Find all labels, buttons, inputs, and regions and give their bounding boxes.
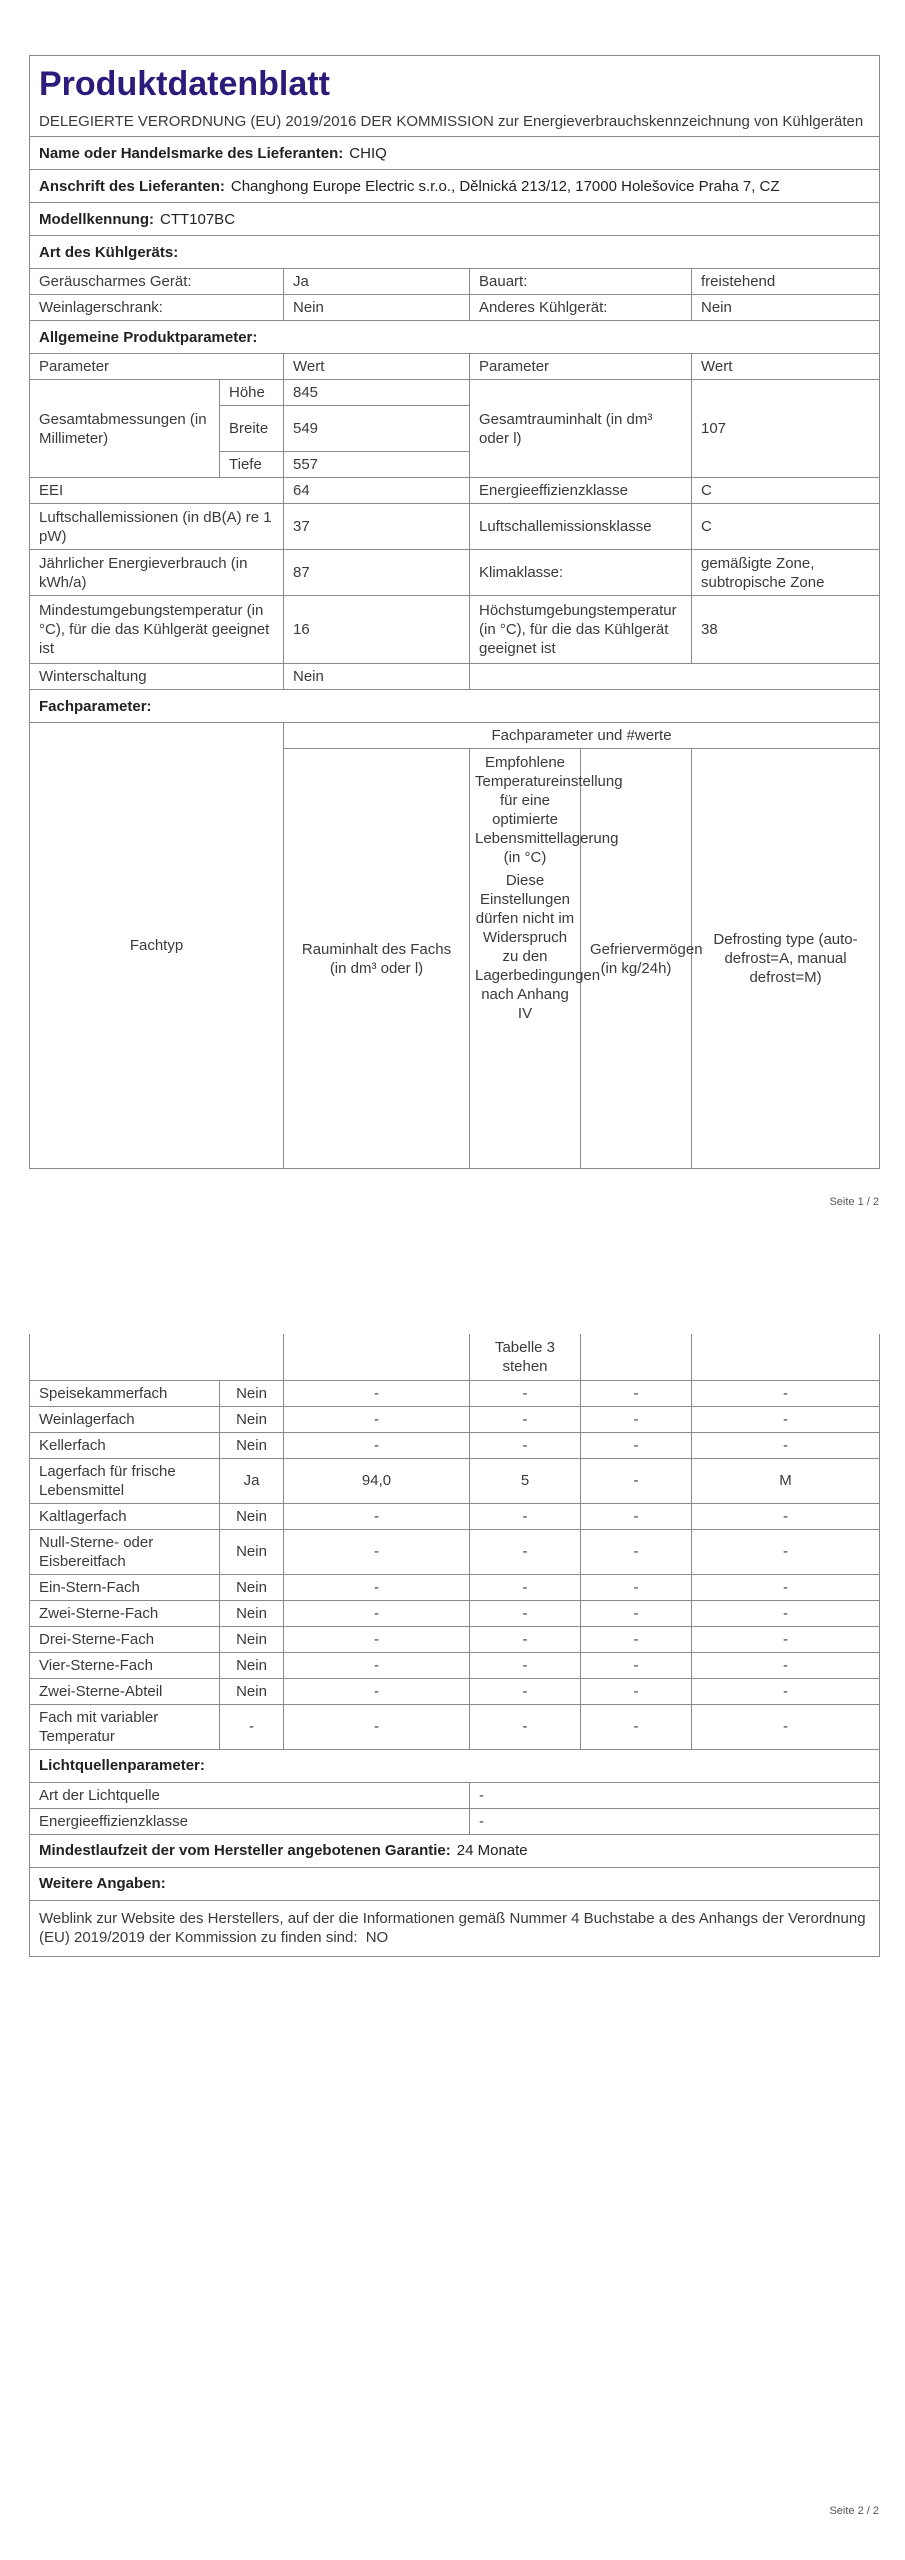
design-label: Bauart: [470, 269, 692, 295]
wine-cabinet-value: Nein [284, 295, 470, 321]
compartment-temp: - [470, 1432, 581, 1458]
compartment-type: Weinlagerfach [30, 1406, 220, 1432]
compartment-freeze: - [581, 1574, 692, 1600]
table-row [30, 1652, 880, 1678]
compartment-defrost: - [692, 1432, 880, 1458]
compartment-type: Ein-Stern-Fach [30, 1574, 220, 1600]
compartment-defrost: - [692, 1406, 880, 1432]
table-row [30, 1626, 880, 1652]
table-row [30, 1380, 880, 1406]
compartment-defrost: - [692, 1574, 880, 1600]
model-value: CTT107BC [160, 210, 236, 228]
dim-depth-value: 557 [284, 452, 470, 478]
table-row [30, 1406, 880, 1432]
table-row [30, 1529, 880, 1574]
address-value: Changhong Europe Electric s.r.o., Dělnická 213/12, 17000 Holešovice Praha 7, CZ [230, 177, 780, 195]
compartment-defrost: M [692, 1458, 880, 1503]
compartment-temp: - [470, 1529, 581, 1574]
title-block [30, 56, 880, 137]
other-appliance-value: Nein [692, 295, 880, 321]
compartment-freeze: - [581, 1503, 692, 1529]
col-header-compartment-group: Fachparameter und #werte [284, 723, 880, 749]
compartment-present: Nein [220, 1380, 284, 1406]
noise-emission-label: Luftschallemissionen (in dB(A) re 1 pW) [30, 504, 284, 550]
eei-value: 64 [284, 478, 470, 504]
general-heading: Allgemeine Produktparameter: [30, 321, 880, 354]
col-header-param-2: Parameter [470, 354, 692, 380]
col-header-temp-text: Empfohlene Temperatureinstellung für eine optimierte Lebensmittellagerung (in °C) [475, 754, 623, 866]
col-header-volume: Rauminhalt des Fachs (in dm³ oder l) [284, 749, 470, 1169]
compartment-present: Nein [220, 1600, 284, 1626]
compartment-present: Nein [220, 1406, 284, 1432]
compartment-volume: 94,0 [284, 1458, 470, 1503]
model-label: Modellkennung: [39, 210, 154, 228]
compartment-present: Nein [220, 1652, 284, 1678]
light-heading: Lichtquellenparameter: [30, 1749, 880, 1782]
dim-height-value: 845 [284, 380, 470, 406]
annual-energy-value: 87 [284, 550, 470, 596]
compartment-present: - [220, 1704, 284, 1749]
noise-class-value: C [692, 504, 880, 550]
datasheet-table-page-1 [29, 55, 880, 1169]
compartment-freeze: - [581, 1704, 692, 1749]
compartment-type: Vier-Sterne-Fach [30, 1652, 220, 1678]
table-row [30, 1432, 880, 1458]
compartment-temp: - [470, 1704, 581, 1749]
compartment-volume: - [284, 1574, 470, 1600]
further-info [30, 1900, 880, 1956]
max-temp-value: 38 [692, 596, 880, 664]
guarantee-row [30, 1834, 880, 1867]
compartment-type: Zwei-Sterne-Abteil [30, 1678, 220, 1704]
page-title: Produktdatenblatt [39, 65, 330, 103]
compartment-volume: - [284, 1529, 470, 1574]
page-2-footer: Seite 2 / 2 [829, 2505, 879, 2517]
annual-energy-label: Jährlicher Energieverbrauch (in kWh/a) [30, 550, 284, 596]
compartment-type: Kaltlagerfach [30, 1503, 220, 1529]
energy-class-label: Energieeffizienzklasse [470, 478, 692, 504]
winter-setting-value: Nein [284, 664, 470, 690]
dim-width-value: 549 [284, 406, 470, 452]
compartment-volume: - [284, 1600, 470, 1626]
compartment-volume: - [284, 1678, 470, 1704]
compartment-present: Nein [220, 1678, 284, 1704]
compartment-volume: - [284, 1432, 470, 1458]
supplier-label: Name oder Handelsmarke des Lieferanten: [39, 144, 344, 162]
page-1-footer: Seite 1 / 2 [829, 1196, 879, 1208]
compartment-volume: - [284, 1652, 470, 1678]
compartment-freeze: - [581, 1652, 692, 1678]
supplier-value: CHIQ [349, 144, 387, 162]
col-header-temp-note-cont: Tabelle 3 stehen [470, 1334, 581, 1380]
compartment-freeze: - [581, 1626, 692, 1652]
design-value: freistehend [692, 269, 880, 295]
model-row [30, 203, 880, 236]
continued-type-cell [30, 1334, 284, 1380]
table-row [30, 1678, 880, 1704]
continued-volume-cell [284, 1334, 470, 1380]
compartment-defrost: - [692, 1678, 880, 1704]
col-header-temp [470, 749, 623, 1169]
compartment-volume: - [284, 1380, 470, 1406]
table-row [30, 1458, 880, 1503]
compartment-rows [30, 1380, 880, 1749]
compartment-temp: - [470, 1380, 581, 1406]
compartment-defrost: - [692, 1652, 880, 1678]
col-header-param-1: Parameter [30, 354, 284, 380]
light-energy-class-value: - [470, 1808, 880, 1834]
winter-setting-label: Winterschaltung [30, 664, 284, 690]
compartment-type: Speisekammerfach [30, 1380, 220, 1406]
dimensions-label: Gesamtabmessungen (in Millimeter) [30, 380, 220, 478]
compartment-temp: - [470, 1503, 581, 1529]
compartment-temp: - [470, 1574, 581, 1600]
wine-cabinet-label: Weinlagerschrank: [30, 295, 284, 321]
address-row [30, 170, 880, 203]
col-header-compartment-type: Fachtyp [30, 723, 284, 1169]
min-temp-label: Mindestumgebungstemperatur (in °C), für die das Kühlgerät geeignet ist [30, 596, 284, 664]
light-energy-class-label: Energieeffizienzklasse [30, 1808, 470, 1834]
further-heading: Weitere Angaben: [30, 1867, 880, 1900]
compartment-freeze: - [581, 1529, 692, 1574]
compartment-freeze: - [581, 1432, 692, 1458]
compartment-defrost: - [692, 1380, 880, 1406]
page-1 [29, 55, 880, 1186]
col-header-value-2: Wert [692, 354, 880, 380]
datasheet-table-page-2 [29, 1334, 880, 1957]
compartment-temp: - [470, 1652, 581, 1678]
compartment-present: Nein [220, 1574, 284, 1600]
compartment-volume: - [284, 1704, 470, 1749]
address-label: Anschrift des Lieferanten: [39, 177, 225, 195]
compartment-freeze: - [581, 1678, 692, 1704]
compartment-volume: - [284, 1406, 470, 1432]
climate-class-value: gemäßigte Zone, subtropische Zone [692, 550, 880, 596]
further-text: Weblink zur Website des Herstellers, auf der die Informationen gemäß Nummer 4 Buchstabe a des Anhangs der Verordnung (EU) 2019/2019 der Kommission zu finden sind: [39, 1910, 866, 1946]
compartment-type: Fach mit variabler Temperatur [30, 1704, 220, 1749]
eei-label: EEI [30, 478, 284, 504]
continued-defrost-cell [692, 1334, 880, 1380]
regulation-subtitle: DELEGIERTE VERORDNUNG (EU) 2019/2016 DER KOMMISSION zur Energieverbrauchskennzeichnung von Kühlgeräten [39, 113, 864, 130]
max-temp-label: Höchstumgebungstemperatur (in °C), für die das Kühlgerät geeignet ist [470, 596, 692, 664]
table-row [30, 1600, 880, 1626]
compartment-present: Nein [220, 1503, 284, 1529]
compartment-temp: - [470, 1406, 581, 1432]
energy-class-value: C [692, 478, 880, 504]
compartment-temp: 5 [470, 1458, 581, 1503]
dim-depth-label: Tiefe [220, 452, 284, 478]
compartment-freeze: - [581, 1600, 692, 1626]
compartments-heading: Fachparameter: [30, 690, 880, 723]
compartment-present: Nein [220, 1626, 284, 1652]
table-row [30, 1704, 880, 1749]
compartment-present: Nein [220, 1529, 284, 1574]
light-type-label: Art der Lichtquelle [30, 1782, 470, 1808]
compartment-defrost: - [692, 1626, 880, 1652]
compartment-type: Null-Sterne- oder Eisbereitfach [30, 1529, 220, 1574]
dim-height-label: Höhe [220, 380, 284, 406]
compartment-type: Lagerfach für frische Lebensmittel [30, 1458, 220, 1503]
compartment-temp: - [470, 1678, 581, 1704]
compartment-volume: - [284, 1626, 470, 1652]
compartment-temp: - [470, 1600, 581, 1626]
compartment-present: Ja [220, 1458, 284, 1503]
dim-width-label: Breite [220, 406, 284, 452]
compartment-freeze: - [581, 1406, 692, 1432]
compartment-type: Drei-Sterne-Fach [30, 1626, 220, 1652]
compartment-temp: - [470, 1626, 581, 1652]
compartment-present: Nein [220, 1432, 284, 1458]
continued-freeze-cell [581, 1334, 692, 1380]
col-header-freeze-capacity: Gefriervermögen (in kg/24h) [581, 749, 692, 1169]
light-type-value: - [470, 1782, 880, 1808]
further-value: NO [365, 1929, 389, 1946]
noise-label: Geräuscharmes Gerät: [30, 269, 284, 295]
compartment-defrost: - [692, 1503, 880, 1529]
col-header-defrost-type: Defrosting type (auto-defrost=A, manual defrost=M) [692, 749, 880, 1169]
compartment-freeze: - [581, 1458, 692, 1503]
compartment-freeze: - [581, 1380, 692, 1406]
table-row [30, 1574, 880, 1600]
other-appliance-label: Anderes Kühlgerät: [470, 295, 692, 321]
guarantee-label: Mindestlaufzeit der vom Hersteller angebotenen Garantie: [39, 1842, 451, 1859]
winter-setting-empty [470, 664, 880, 690]
total-volume-label: Gesamtrauminhalt (in dm³ oder l) [470, 380, 692, 478]
compartment-defrost: - [692, 1600, 880, 1626]
noise-emission-value: 37 [284, 504, 470, 550]
guarantee-value: 24 Monate [456, 1842, 528, 1859]
page-2 [29, 1334, 879, 1957]
compartment-volume: - [284, 1503, 470, 1529]
appliance-type-heading: Art des Kühlgeräts: [30, 236, 880, 269]
compartment-type: Zwei-Sterne-Fach [30, 1600, 220, 1626]
noise-value: Ja [284, 269, 470, 295]
compartment-type: Kellerfach [30, 1432, 220, 1458]
col-header-value-1: Wert [284, 354, 470, 380]
col-header-temp-note: Diese Einstellungen dürfen nicht im Widerspruch zu den Lagerbedingungen nach Anhang IV [475, 872, 601, 1022]
total-volume-value: 107 [692, 380, 880, 478]
noise-class-label: Luftschallemissionsklasse [470, 504, 692, 550]
supplier-row [30, 137, 880, 170]
table-row [30, 1503, 880, 1529]
min-temp-value: 16 [284, 596, 470, 664]
climate-class-label: Klimaklasse: [470, 550, 692, 596]
compartment-defrost: - [692, 1704, 880, 1749]
compartment-defrost: - [692, 1529, 880, 1574]
